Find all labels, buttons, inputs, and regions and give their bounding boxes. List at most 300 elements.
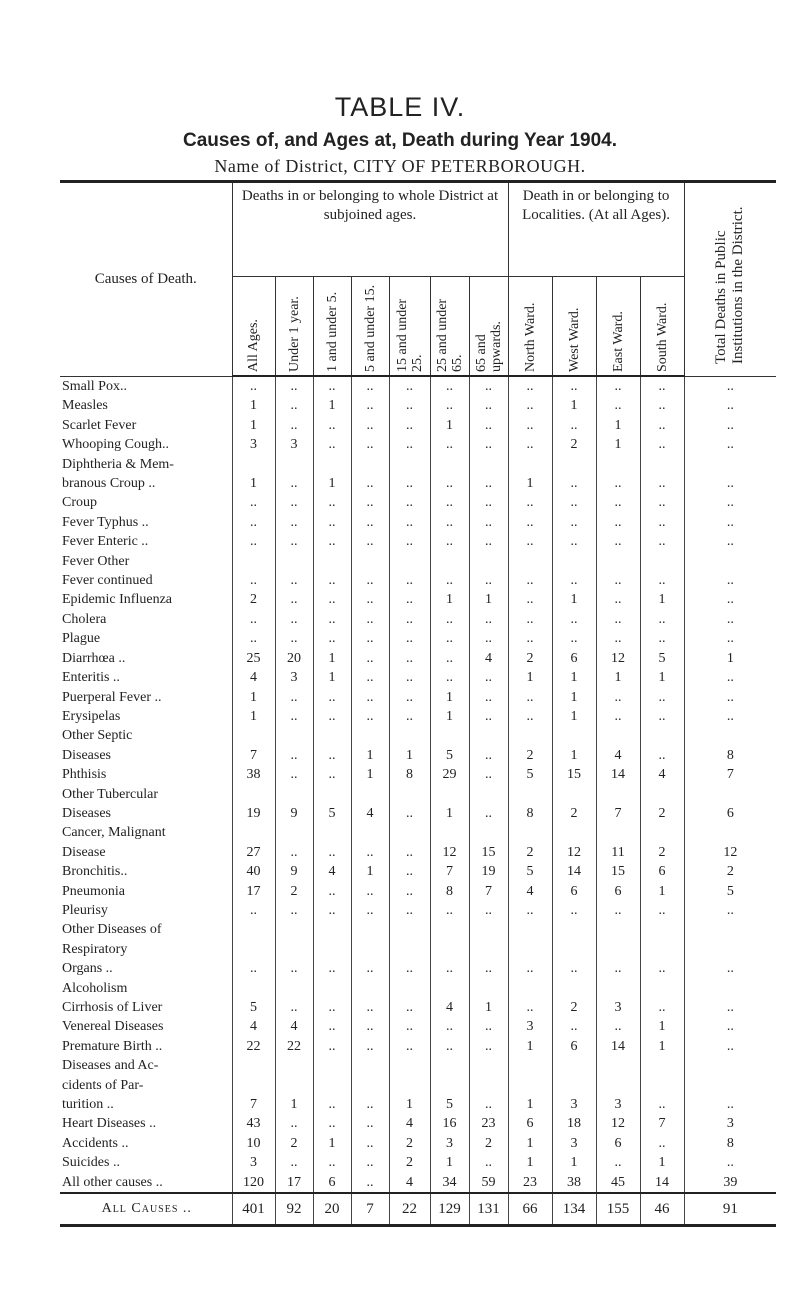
value-cell: 6 [596,1134,640,1153]
value-cell: .. [389,668,430,687]
value-cell: .. [430,1037,469,1056]
value-cell [684,1076,776,1095]
value-cell: .. [508,571,552,590]
cause-cell: Croup [62,495,97,511]
value-cell: .. [389,532,430,551]
value-cell: .. [596,1017,640,1036]
value-cell: .. [552,376,596,396]
value-cell: 2 [640,843,684,862]
table-row [60,901,776,920]
value-cell: .. [430,959,469,978]
value-cell: 1 [508,1134,552,1153]
value-cell: .. [684,493,776,512]
cause-cell: Diseases and Ac- [62,1058,159,1074]
value-cell: 6 [508,1114,552,1133]
value-cell: .. [351,416,389,435]
value-cell: .. [232,513,275,532]
value-cell: 1 [552,746,596,765]
table-row [60,513,776,532]
table-row [60,843,776,862]
table-row [60,1017,776,1036]
cause-cell: Other Tubercular [62,786,159,802]
value-cell: 1 [430,416,469,435]
value-cell: .. [275,376,313,396]
value-cell: .. [313,707,351,726]
value-cell: .. [596,571,640,590]
table-row [60,882,776,901]
value-cell: .. [275,513,313,532]
value-cell [684,785,776,804]
table-row [60,688,776,707]
value-cell: .. [552,493,596,512]
cause-cell: Premature Birth .. [62,1038,163,1054]
value-cell: .. [232,571,275,590]
value-cell: .. [469,396,508,415]
value-cell [389,785,430,804]
value-cell [275,1076,313,1095]
value-cell: 6 [552,882,596,901]
causes-header: Causes of Death. [60,182,232,377]
value-cell: .. [552,629,596,648]
value-cell [508,552,552,571]
value-cell: 1 [508,668,552,687]
value-cell [232,552,275,571]
value-cell [313,979,351,998]
value-cell: 9 [275,862,313,881]
value-cell: 1 [596,416,640,435]
value-cell: .. [389,901,430,920]
value-cell [684,940,776,959]
value-cell: .. [469,746,508,765]
value-cell: .. [640,746,684,765]
value-cell: .. [469,376,508,396]
value-cell: .. [313,435,351,454]
value-cell: 4 [508,882,552,901]
value-cell: .. [351,882,389,901]
value-cell: .. [351,435,389,454]
value-cell: 1 [275,1095,313,1114]
value-cell: .. [389,376,430,396]
value-cell [351,726,389,745]
value-cell: 5 [430,1095,469,1114]
value-cell [430,940,469,959]
value-cell: .. [430,649,469,668]
value-cell: 5 [508,765,552,784]
value-cell: .. [684,590,776,609]
value-cell: .. [351,474,389,493]
value-cell [232,940,275,959]
cause-cell: Alcoholism [62,980,128,996]
value-cell: 1 [430,688,469,707]
value-cell [430,552,469,571]
value-cell: 1 [552,688,596,707]
column-header: All Ages. [232,277,275,377]
value-cell: .. [596,376,640,396]
value-cell: 2 [508,649,552,668]
value-cell: .. [430,901,469,920]
value-cell: .. [640,474,684,493]
value-cell: .. [640,376,684,396]
value-cell: .. [275,998,313,1017]
value-cell [313,823,351,842]
cause-cell: Fever Enteric .. [62,534,149,550]
value-cell: 1 [430,1153,469,1172]
value-cell: 3 [508,1017,552,1036]
total-value-cell: 91 [684,1193,776,1226]
value-cell: .. [275,765,313,784]
value-cell [389,940,430,959]
value-cell [508,455,552,474]
value-cell [389,726,430,745]
value-cell: .. [430,1017,469,1036]
value-cell: 3 [430,1134,469,1153]
value-cell [275,552,313,571]
value-cell [430,455,469,474]
cause-cell: Other Septic [62,728,133,744]
value-cell: 14 [596,765,640,784]
value-cell: 1 [351,746,389,765]
value-cell: .. [469,493,508,512]
value-cell: 7 [469,882,508,901]
value-cell: 39 [684,1173,776,1193]
value-cell: .. [389,959,430,978]
value-cell: .. [684,1037,776,1056]
value-cell: .. [430,513,469,532]
value-cell: .. [313,746,351,765]
value-cell: 6 [684,804,776,823]
value-cell: .. [313,1095,351,1114]
value-cell [508,785,552,804]
value-cell: .. [508,901,552,920]
value-cell: .. [640,998,684,1017]
cause-cell: Other Diseases of [62,922,162,938]
value-cell: .. [351,901,389,920]
value-cell: 1 [389,746,430,765]
value-cell: 4 [313,862,351,881]
value-cell: .. [389,998,430,1017]
table-row [60,707,776,726]
value-cell [430,785,469,804]
value-cell: 14 [640,1173,684,1193]
value-cell [275,1056,313,1075]
value-cell: 6 [552,649,596,668]
value-cell [640,785,684,804]
district-name: Name of District, CITY OF PETERBOROUGH. [214,156,586,176]
value-cell [232,726,275,745]
value-cell [313,726,351,745]
value-cell [640,455,684,474]
table-row [60,1095,776,1114]
total-label: All Causes .. [60,1193,232,1226]
value-cell: .. [684,688,776,707]
total-value-cell: 129 [430,1193,469,1226]
value-cell: 17 [275,1173,313,1193]
table-row [60,590,776,609]
value-cell: 1 [232,707,275,726]
value-cell: .. [313,416,351,435]
value-cell: .. [389,688,430,707]
value-cell [596,1056,640,1075]
value-cell: .. [389,590,430,609]
value-cell [469,920,508,939]
value-cell: 22 [232,1037,275,1056]
value-cell: .. [313,959,351,978]
table-row [60,1114,776,1133]
total-value-cell: 401 [232,1193,275,1226]
value-cell: 3 [552,1134,596,1153]
value-cell: 7 [640,1114,684,1133]
value-cell: 1 [469,998,508,1017]
value-cell: .. [684,396,776,415]
value-cell: .. [351,1095,389,1114]
value-cell [596,979,640,998]
value-cell [351,979,389,998]
value-cell: .. [313,376,351,396]
value-cell: 1 [508,474,552,493]
value-cell: .. [430,396,469,415]
value-cell: 1 [351,765,389,784]
value-cell: .. [430,435,469,454]
total-value-cell: 92 [275,1193,313,1226]
value-cell: .. [469,416,508,435]
value-cell: .. [389,843,430,862]
value-cell: .. [351,843,389,862]
value-cell: .. [351,532,389,551]
cause-cell: Diseases [62,747,111,763]
value-cell [430,1076,469,1095]
cause-cell: Fever continued [62,573,153,589]
value-cell [469,1076,508,1095]
value-cell [469,726,508,745]
value-cell: 4 [469,649,508,668]
value-cell: .. [389,629,430,648]
value-cell: .. [313,1114,351,1133]
value-cell [313,1076,351,1095]
value-cell [596,552,640,571]
value-cell: .. [469,571,508,590]
value-cell: 34 [430,1173,469,1193]
value-cell: .. [351,493,389,512]
value-cell: .. [684,668,776,687]
value-cell [508,920,552,939]
value-cell [552,1056,596,1075]
value-cell [684,552,776,571]
table-row [60,571,776,590]
value-cell: .. [351,610,389,629]
value-cell: .. [640,688,684,707]
table-row [60,804,776,823]
value-cell: 8 [389,765,430,784]
cause-cell: Puerperal Fever .. [62,689,162,705]
table-row [60,376,776,396]
value-cell [430,726,469,745]
value-cell [313,1056,351,1075]
value-cell: 3 [596,998,640,1017]
value-cell [552,979,596,998]
value-cell: .. [640,532,684,551]
value-cell: .. [389,1037,430,1056]
value-cell: .. [275,1114,313,1133]
value-cell: .. [508,959,552,978]
value-cell [275,940,313,959]
table-row [60,629,776,648]
value-cell: 22 [275,1037,313,1056]
value-cell: 2 [508,843,552,862]
value-cell: 5 [232,998,275,1017]
value-cell [389,1056,430,1075]
value-cell: 2 [469,1134,508,1153]
value-cell: 3 [275,435,313,454]
value-cell [313,455,351,474]
value-cell: .. [313,590,351,609]
value-cell: .. [596,688,640,707]
value-cell: 1 [596,435,640,454]
value-cell: .. [275,396,313,415]
value-cell: .. [275,746,313,765]
value-cell: .. [596,707,640,726]
value-cell: 1 [640,668,684,687]
value-cell [389,552,430,571]
value-cell: .. [275,571,313,590]
value-cell: 4 [275,1017,313,1036]
column-header: South Ward. [640,277,684,377]
value-cell: .. [469,1153,508,1172]
value-cell: 38 [232,765,275,784]
cause-cell: Pneumonia [62,883,125,899]
value-cell: .. [640,959,684,978]
value-cell: .. [684,532,776,551]
value-cell: .. [596,959,640,978]
table-row [60,435,776,454]
value-cell: 7 [596,804,640,823]
value-cell [275,920,313,939]
value-cell: 2 [389,1153,430,1172]
value-cell: .. [275,532,313,551]
value-cell [684,1056,776,1075]
value-cell: .. [351,688,389,707]
value-cell: 8 [430,882,469,901]
value-cell [469,823,508,842]
value-cell: .. [389,416,430,435]
value-cell: 1 [232,396,275,415]
value-cell [508,940,552,959]
value-cell: .. [469,1037,508,1056]
cause-cell: Venereal Diseases [62,1019,164,1035]
cause-cell: Phthisis [62,767,107,783]
value-cell: 4 [640,765,684,784]
table-title: TABLE IV. [334,92,466,122]
value-cell: .. [389,571,430,590]
value-cell: 4 [232,1017,275,1036]
value-cell: .. [389,1017,430,1036]
value-cell: .. [596,474,640,493]
value-cell: 45 [596,1173,640,1193]
value-cell: 1 [552,590,596,609]
value-cell: .. [552,610,596,629]
value-cell: .. [469,901,508,920]
value-cell: 3 [232,1153,275,1172]
value-cell: .. [430,571,469,590]
value-cell: .. [684,1017,776,1036]
value-cell [351,1056,389,1075]
value-cell: .. [469,668,508,687]
value-cell: .. [596,901,640,920]
cause-cell: Diarrhœa .. [62,650,126,666]
value-cell: .. [640,493,684,512]
value-cell: .. [430,610,469,629]
cause-cell: Whooping Cough.. [62,437,169,453]
value-cell [430,920,469,939]
value-cell [684,455,776,474]
value-cell [232,920,275,939]
value-cell: 23 [469,1114,508,1133]
value-cell [232,1056,275,1075]
table-row [60,940,776,959]
value-cell: 20 [275,649,313,668]
value-cell: 8 [684,1134,776,1153]
column-header: Under 1 year. [275,277,313,377]
value-cell: .. [232,629,275,648]
value-cell [640,1056,684,1075]
value-cell: 120 [232,1173,275,1193]
column-header: 1 and under 5. [313,277,351,377]
value-cell: .. [596,1153,640,1172]
value-cell: .. [684,1095,776,1114]
value-cell: .. [469,474,508,493]
value-cell [596,455,640,474]
value-cell: .. [389,649,430,668]
table-row [60,396,776,415]
value-cell: .. [684,707,776,726]
value-cell: 1 [313,668,351,687]
value-cell: .. [469,610,508,629]
value-cell: .. [275,843,313,862]
value-cell: 59 [469,1173,508,1193]
value-cell: 15 [596,862,640,881]
value-cell [430,1056,469,1075]
value-cell [313,552,351,571]
cause-cell: Respiratory [62,941,128,957]
value-cell: .. [552,1017,596,1036]
value-cell: .. [313,998,351,1017]
value-cell: .. [684,901,776,920]
value-cell [351,455,389,474]
total-value-cell: 155 [596,1193,640,1226]
value-cell: .. [640,629,684,648]
value-cell: 14 [552,862,596,881]
value-cell: 5 [508,862,552,881]
value-cell: 12 [684,843,776,862]
value-cell: .. [389,610,430,629]
value-cell: 1 [552,1153,596,1172]
value-cell: .. [640,571,684,590]
value-cell: .. [684,513,776,532]
total-value-cell: 22 [389,1193,430,1226]
causes-of-death-table [60,180,776,1227]
table-row [60,726,776,745]
value-cell: .. [232,901,275,920]
value-cell: 2 [508,746,552,765]
cause-cell: Disease [62,844,106,860]
value-cell [232,1076,275,1095]
value-cell [275,823,313,842]
table-row [60,959,776,978]
value-cell: .. [351,1114,389,1133]
cause-cell: Organs .. [62,961,113,977]
value-cell: .. [469,435,508,454]
value-cell: .. [389,396,430,415]
value-cell [596,823,640,842]
